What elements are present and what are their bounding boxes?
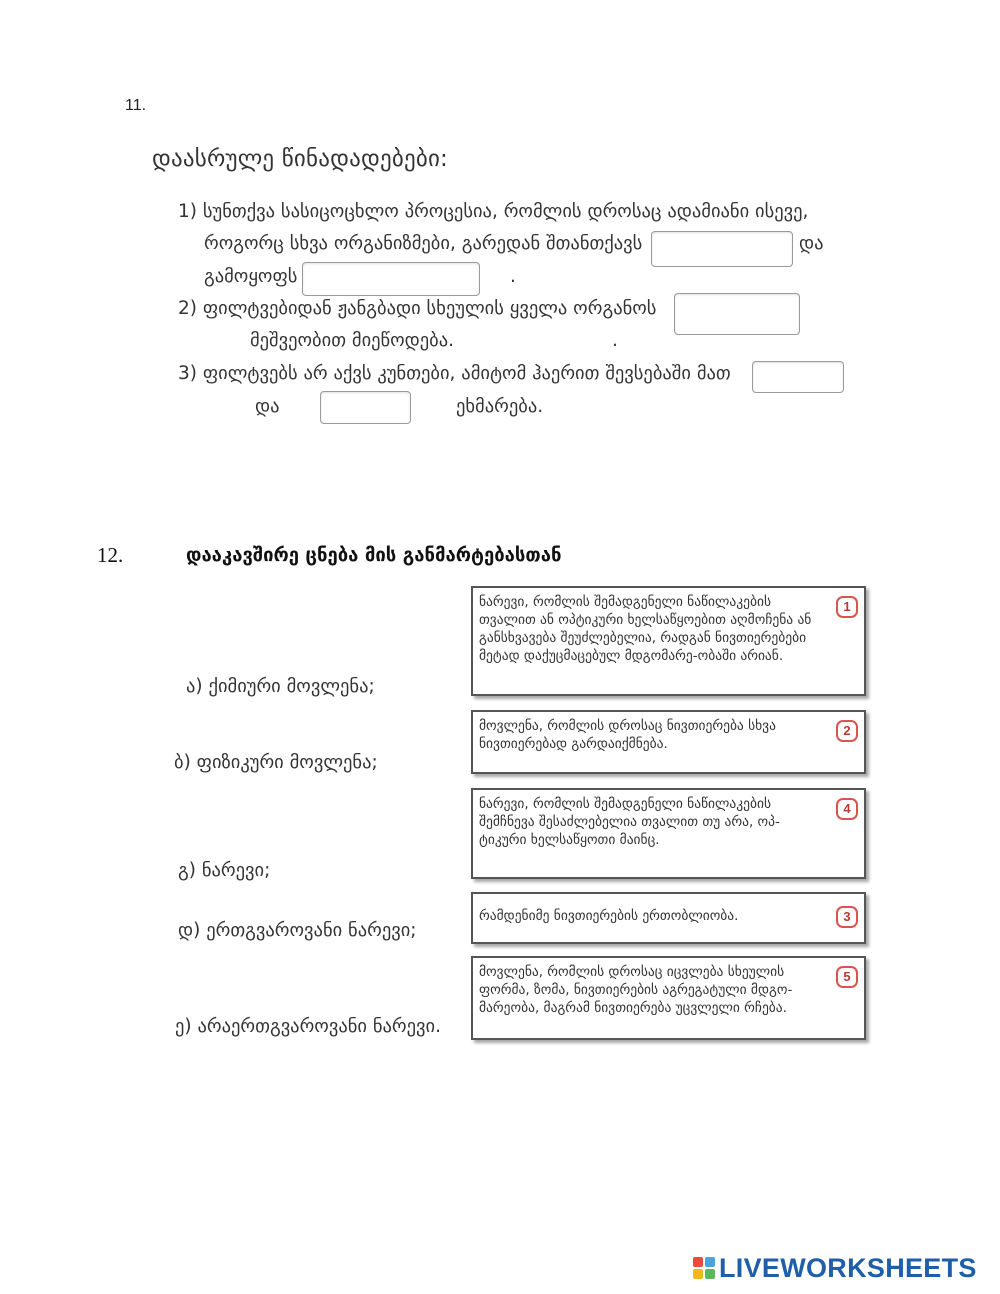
liveworksheets-logo: [693, 1253, 977, 1283]
definition-text: რამდენიმე ნივთიერების ერთობლიობა.: [479, 908, 739, 924]
answer-blank-2[interactable]: [302, 262, 480, 296]
q11-item3-line1: 3) ფილტვებს არ აქვს კუნთები, ამიტომ ჰაერით შევსებაში მათ: [178, 363, 731, 384]
definition-text: ნარევი, რომლის შემადგენელი ნაწილაკების თვალით ან ოპტიკური ხელსაწყოებით აღმოჩენა ან განსხვავება შეუძლებელია, რადგან ნივთიერებები მეტად დაქუცმაცებულ მდგომარე-ობაში არიან.: [479, 594, 812, 664]
logo-square: [693, 1257, 703, 1267]
definition-box-3[interactable]: [471, 788, 866, 879]
question-11-title: დაასრულე წინადადებები:: [152, 146, 449, 172]
definition-number-badge: 4: [836, 798, 858, 820]
q11-item3-and: და: [255, 396, 280, 417]
logo-square: [705, 1269, 715, 1279]
q11-item1-line3: გამოყოფს: [204, 266, 298, 287]
logo-square: [693, 1269, 703, 1279]
q11-item1-and: და: [799, 233, 824, 254]
definition-number-badge: 5: [836, 966, 858, 988]
answer-blank-3[interactable]: [674, 293, 800, 335]
q11-item3-line2: ეხმარება.: [456, 396, 544, 417]
definition-number-badge: 1: [836, 596, 858, 618]
term-heterogeneous-mixture[interactable]: ე) არაერთგვაროვანი ნარევი.: [175, 1016, 441, 1037]
q11-item1-line1: 1) სუნთქვა სასიცოცხლო პროცესია, რომლის დროსაც ადამიანი ისევე,: [178, 201, 809, 222]
definition-text: ნარევი, რომლის შემადგენელი ნაწილაკების შემჩნევა შესაძლებელია თვალით თუ არა, ოპ-ტიკური ხელსაწყოთი მაინც.: [479, 796, 780, 848]
q11-item2-line1: 2) ფილტვებიდან ჟანგბადი სხეულის ყველა ორგანოს: [178, 298, 657, 319]
logo-text: LIVEWORKSHEETS: [719, 1252, 977, 1283]
question-12-number: 12.: [97, 543, 124, 567]
answer-blank-4[interactable]: [752, 361, 844, 393]
logo-square: [705, 1257, 715, 1267]
term-physical-phenomenon[interactable]: ბ) ფიზიკური მოვლენა;: [174, 752, 378, 773]
q11-item2-dot: .: [612, 330, 618, 351]
definition-text: მოვლენა, რომლის დროსაც ნივთიერება სხვა ნივთიერებად გარდაიქმნება.: [479, 718, 776, 752]
q11-item2-line2: მეშვეობით მიეწოდება.: [250, 330, 455, 351]
definition-box-5[interactable]: [471, 956, 866, 1040]
answer-blank-1[interactable]: [651, 231, 793, 267]
definition-number-badge: 3: [836, 906, 858, 928]
definition-box-4[interactable]: [471, 892, 866, 944]
q11-item1-line2: როგორც სხვა ორგანიზმები, გარედან შთანთქავს: [204, 233, 643, 254]
q11-item1-dot: .: [510, 266, 516, 287]
answer-blank-5[interactable]: [320, 391, 411, 424]
question-12-title: დააკავშირე ცნება მის განმარტებასთან: [186, 545, 562, 566]
definition-box-2[interactable]: [471, 710, 866, 774]
question-11-number: 11.: [125, 97, 147, 114]
term-mixture[interactable]: გ) ნარევი;: [178, 860, 271, 881]
liveworksheets-logo-icon: [693, 1257, 715, 1279]
definition-number-badge: 2: [836, 720, 858, 742]
term-chemical-phenomenon[interactable]: ა) ქიმიური მოვლენა;: [186, 676, 375, 697]
definition-box-1[interactable]: [471, 586, 866, 696]
term-homogeneous-mixture[interactable]: დ) ერთგვაროვანი ნარევი;: [178, 920, 417, 941]
definition-text: მოვლენა, რომლის დროსაც იცვლება სხეულის ფორმა, ზომა, ნივთიერების აგრეგატული მდგო-მარეობა, მაგრამ ნივთიერება უცვლელი რჩება.: [479, 964, 793, 1016]
